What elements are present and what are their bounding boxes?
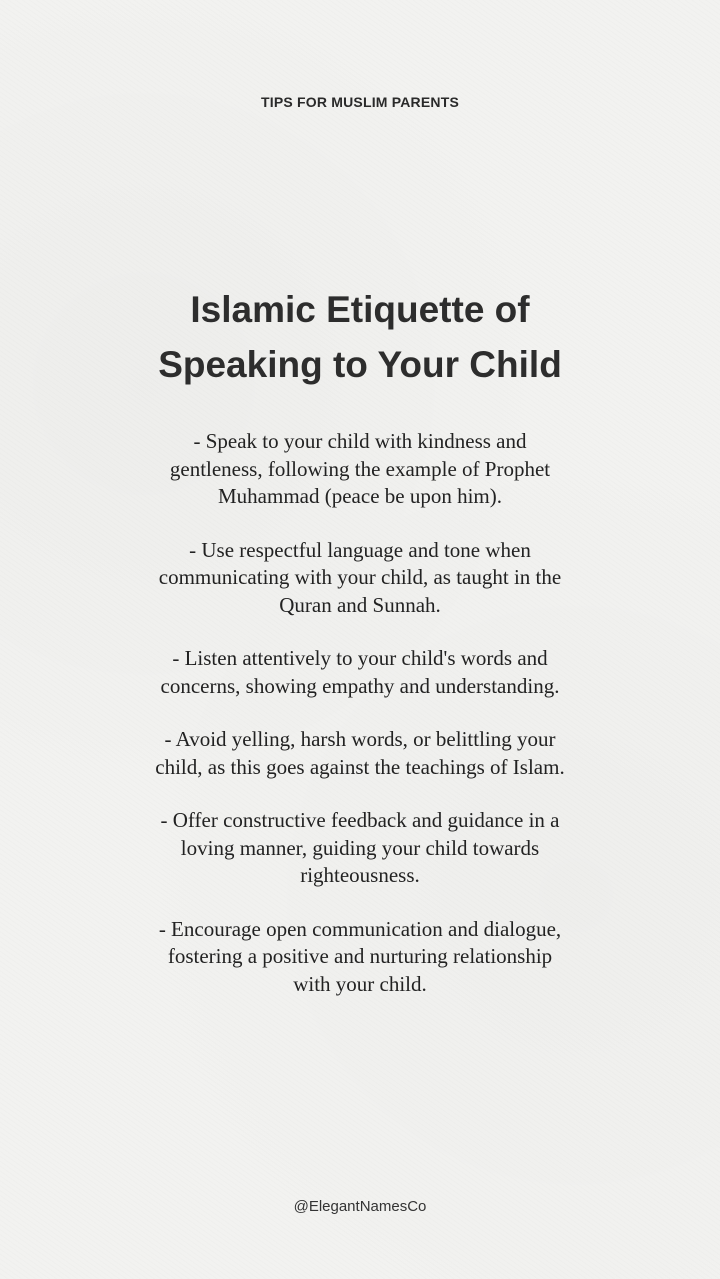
- tip-line: - Avoid yelling, harsh words, or belittling your: [164, 727, 556, 751]
- tip-item: [100, 645, 620, 700]
- tip-line: Quran and Sunnah.: [279, 592, 441, 617]
- tip-line: concerns, showing empathy and understanding.: [160, 673, 560, 698]
- title-line-1: Islamic Etiquette of: [190, 289, 530, 330]
- tip-line: - Speak to your child with kindness and: [193, 429, 527, 453]
- tip-item: [100, 807, 620, 890]
- tip-line: child, as this goes against the teachings of Islam.: [155, 754, 565, 779]
- title-line-2: Speaking to Your Child: [158, 344, 562, 385]
- tip-line: - Use respectful language and tone when: [189, 537, 531, 562]
- page-title: [60, 282, 660, 392]
- tip-item: [100, 916, 620, 999]
- tips-list: [100, 428, 620, 1024]
- tip-item: [100, 726, 620, 781]
- tip-item: [100, 428, 620, 511]
- tip-line: - Offer constructive feedback and guidance in a: [160, 808, 560, 832]
- page-kicker: TIPS FOR MUSLIM PARENTS: [260, 94, 459, 110]
- social-handle: @ElegantNamesCo: [293, 1198, 427, 1215]
- tip-line: with your child.: [293, 971, 427, 996]
- tip-line: loving manner, guiding your child towards: [180, 835, 540, 860]
- tip-line: righteousness.: [300, 863, 420, 887]
- tip-item: [100, 537, 620, 620]
- tip-line: Muhammad (peace be upon him).: [218, 484, 502, 508]
- tip-line: communicating with your child, as taught in the: [158, 565, 562, 589]
- tip-line: - Encourage open communication and dialogue,: [158, 916, 562, 941]
- tip-line: fostering a positive and nurturing relationship: [167, 944, 553, 968]
- tip-line: - Listen attentively to your child's words and: [172, 646, 548, 670]
- tip-line: gentleness, following the example of Prophet: [169, 456, 551, 481]
